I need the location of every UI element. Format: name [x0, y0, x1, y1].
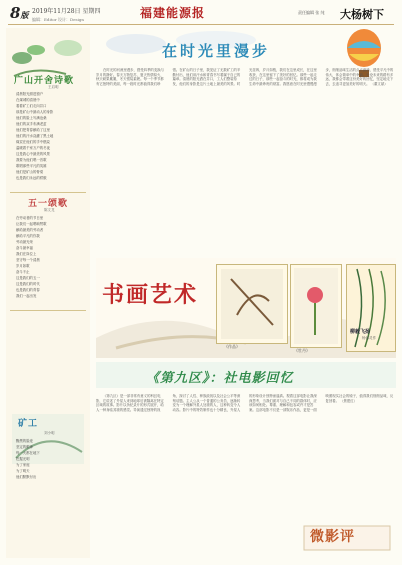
- poem-line: 劳动最光荣: [16, 240, 33, 244]
- sidebar-title-2: 五一颂歌: [28, 199, 69, 209]
- poem-line: 我们一起出发: [16, 294, 37, 298]
- poem-line: 黝黑的脸庞: [16, 439, 33, 443]
- poem-line: 这是我心中最美的风景: [16, 152, 50, 156]
- poem-line: 歌唱那些平凡的英雄: [16, 164, 47, 168]
- divider: [10, 192, 86, 193]
- poem-line: 他们是矿山的脊梁: [16, 170, 44, 174]
- poem-line: 献给平凡的你我: [16, 234, 40, 238]
- editor-line: 责任编辑 张 纯: [298, 10, 325, 15]
- poem-line: 坚守每一个清晨: [16, 258, 40, 262]
- poem2-lines: [16, 215, 88, 299]
- poem-line: 看着矿工们走向井口: [16, 104, 47, 108]
- poem-line: 煤炭在他们的手中燃烧: [16, 140, 50, 144]
- poem-line: 温暖着千家万户的冬夜: [16, 146, 50, 150]
- poem-line: 这是我们的五一: [16, 276, 40, 280]
- poem-line: 这是我们的时代: [16, 282, 40, 286]
- poem-line: 为了家庭: [16, 463, 30, 467]
- sidebar: [6, 28, 90, 558]
- poem2-author: 陈文龙: [44, 208, 55, 212]
- poem1-author: 王启明: [48, 85, 59, 89]
- poem-line: 坚定的眼神: [16, 445, 33, 449]
- bottom-article-title: 《第九区》：社电影回忆: [146, 371, 294, 386]
- poem-line: 他们的汗水浇灌了黑土地: [16, 134, 54, 138]
- editor-sub: 编辑：Editor 设计：Design: [32, 17, 85, 22]
- poem-line: 献给最美的劳动者: [16, 228, 44, 232]
- poem-line: 奋斗最幸福: [16, 246, 33, 250]
- art-title: 书画艺术: [102, 282, 199, 308]
- poem-line: 清晨阳光照进窗户: [16, 92, 44, 96]
- divider: [10, 310, 86, 311]
- poem-line: 在煤城的清晨中: [16, 98, 40, 102]
- poem-line: 为了明天: [16, 469, 30, 473]
- artwork-3-caption: 柳毅飞扬: [350, 329, 371, 335]
- top-article: [96, 28, 396, 258]
- art-section: [96, 258, 396, 358]
- poem-line: 挖掘光明: [16, 457, 30, 461]
- issue-date: 2019年11月28日 星期四: [32, 8, 101, 15]
- article-body: 在时光的河流里漫步，感受四季的变换与岁月的静好。春天万物复苏，夏天热情似火，秋天硕果累累，冬天银装素裹。每一个季节都有它独特的美丽，每一段时光都值得我们珍惜。在矿山的日子里，我见证了无数矿工的辛勤付出，他们用汗水和青春书写着属于自己的篇章。清晨的阳光洒在井口，工人们整装待发，他们的身影是这片土地上最美的风景。时光荏苒，岁月如梭，我们在这里成长，在这里收获，在这里留下了美好的回忆。那些一起走过的日子，那些一起奋斗的时光，都将成为我生命中最珍贵的财富。我愿意在时光里慢慢漫步，细细品味生活的点点滴滴，感受平凡中的伟大，体会简单中的幸福。无论未来的路有多远，我都会带着这份美好的回忆，坚定地走下去，去追寻更加美好的明天。 （董文斌）: [96, 68, 394, 86]
- bottom-article-body: 《第九区》是一部非常有意义的科幻电影，它讲述了外星人来到地球后被隔离在特定区域的故事。影片以伪纪录片的形式展开，给人一种身临其境的感觉。导演通过独特的视角，探讨了人性、种族歧视以及社会公平等深刻话题。主人公从一个普通的公务员，逐渐转变为一个理解外星人处境的人，这种转变令人动容。影片中的特效制作也十分精良，外星人的形象设计独特而逼真。观看这部电影让我深深思考，当我们面对与自己不同的群体时，应该如何相处。尊重、理解和包容或许才是答案。这部电影不仅是一部娱乐作品，更是一面映照现实社会的镜子，值得我们细细品味，反复回看。 （焦建红）: [96, 394, 394, 412]
- sidebar-title-3: 矿工: [18, 419, 39, 429]
- poem1-lines: [16, 91, 88, 181]
- artwork-2: [290, 264, 342, 348]
- poem-line: 让我们一起唱响赞歌: [16, 222, 47, 226]
- poem-line: 也是我们永远的骄傲: [16, 176, 47, 180]
- column-title: 大杨树下: [340, 8, 384, 21]
- poem-line: 他们的脸上写满沧桑: [16, 116, 47, 120]
- page-number: 8版: [10, 4, 29, 22]
- poem-line: 那是矿山中最动人的身影: [16, 110, 54, 114]
- artwork-2-caption: 《牡丹》: [294, 348, 310, 353]
- calligraphy-artwork-icon: [217, 265, 287, 343]
- poem-line: 他们的双手布满老茧: [16, 122, 47, 126]
- poem3-lines: [16, 438, 88, 480]
- artwork-3-author: 杨伟灵作: [362, 336, 376, 340]
- poem-line: 他们默默付出: [16, 475, 37, 479]
- poem-line: 每一天都在地下: [16, 451, 40, 455]
- poem-line: 他们把青春献给了这里: [16, 128, 50, 132]
- poem-line: 岁月如歌: [16, 264, 30, 268]
- flower-painting-icon: [291, 265, 341, 347]
- poem-line: 我们在岗位上: [16, 252, 37, 256]
- article-title: 在时光里漫步: [162, 42, 271, 60]
- poem3-author: 刘小明: [44, 431, 55, 435]
- poem-line: 在劳动者的节日里: [16, 216, 44, 220]
- bottom-article: [96, 362, 396, 560]
- masthead: 福建能源报: [140, 6, 206, 20]
- poem-line: 也是我们的青春: [16, 288, 40, 292]
- micro-film-label: 微影评: [310, 529, 355, 545]
- artwork-1-caption: 《作品》: [224, 344, 240, 349]
- header-rule: [8, 24, 394, 25]
- poem-line: 奋斗不止: [16, 270, 30, 274]
- artwork-1: [216, 264, 288, 344]
- sidebar-title-1: 广山开舍诗歌: [14, 76, 75, 86]
- poem-line: 我要为他们唱一首歌: [16, 158, 47, 162]
